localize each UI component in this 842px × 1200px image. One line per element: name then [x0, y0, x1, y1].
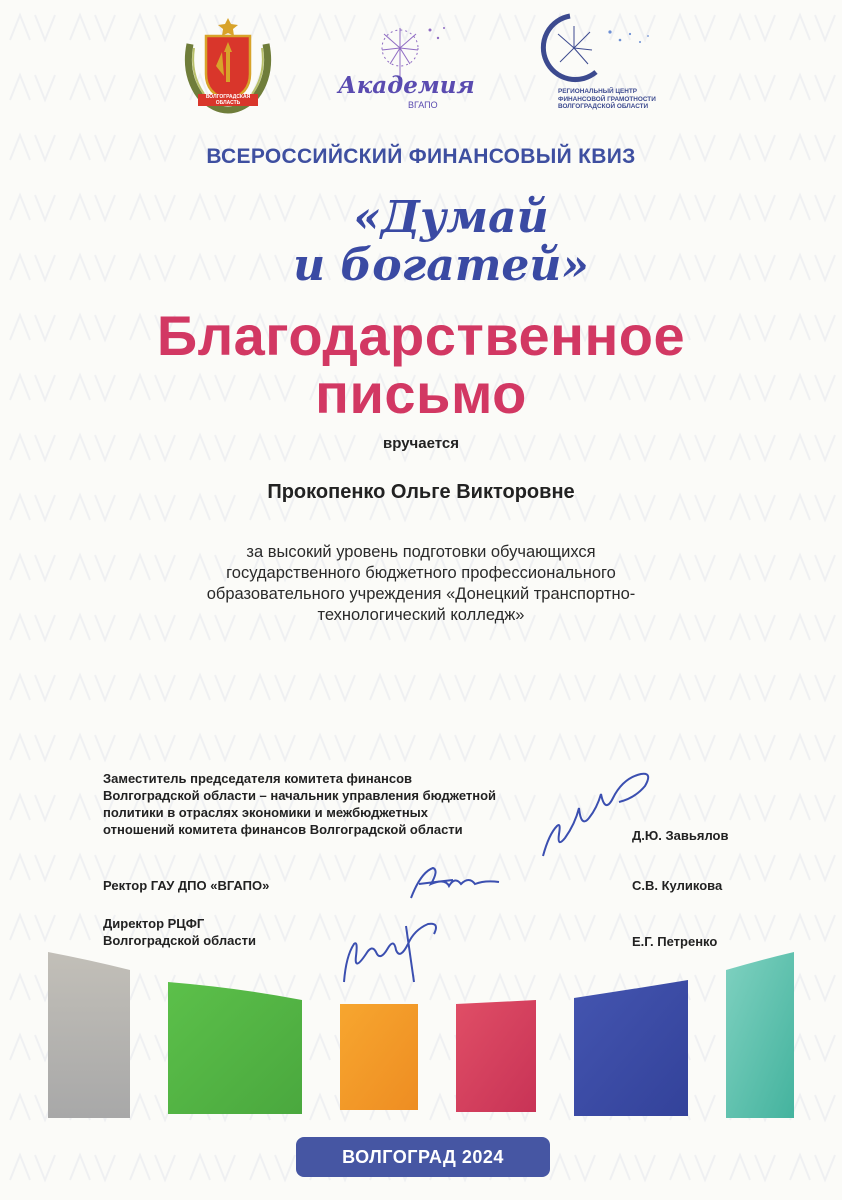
dandelion-circle-icon: [530, 12, 680, 84]
signatory-title-line: Заместитель председателя комитета финансов: [103, 771, 413, 786]
quiz-name-line-2: и богатей»: [293, 240, 589, 291]
document-title-line-1: Благодарственное: [156, 304, 686, 367]
reason-text: [110, 542, 732, 626]
quiz-title: ВСЕРОССИЙСКИЙ ФИНАНСОВЫЙ КВИЗ: [206, 145, 636, 168]
signatory-2-title: [103, 877, 269, 894]
academy-name: Академия: [338, 72, 475, 99]
reason-line: технологический колледж»: [317, 606, 525, 624]
reason-line: государственного бюджетного профессионального: [226, 564, 616, 582]
color-bar: [726, 952, 794, 1118]
color-bar: [48, 952, 130, 1118]
coat-of-arms-logo: [180, 14, 276, 116]
rcfg-logo: [530, 12, 680, 116]
signatory-title-line: Директор РЦФГ: [103, 916, 205, 931]
color-bar: [456, 1000, 536, 1112]
signatory-title-line: политики в отраслях экономики и межбюджетных: [103, 805, 429, 820]
rcfg-line-2: ФИНАНСОВОЙ ГРАМОТНОСТИ: [558, 95, 656, 103]
signature-2-icon: [405, 862, 505, 904]
color-bars: [0, 940, 842, 1120]
signatory-title-line: Волгоградской области – начальник управления бюджетной: [103, 788, 497, 803]
academy-logo: [330, 20, 475, 112]
signatory-1-title: [103, 770, 496, 838]
color-bar: [168, 982, 302, 1114]
rcfg-line-3: ВОЛГОГРАДСКОЙ ОБЛАСТИ: [558, 103, 649, 110]
presented-label: вручается: [383, 435, 459, 452]
signatory-title-line: Волгоградской области: [103, 933, 256, 948]
academy-sub: ВГАПО: [408, 100, 438, 110]
document-title-line-2: письмо: [315, 362, 527, 425]
rcfg-line-1: РЕГИОНАЛЬНЫЙ ЦЕНТР: [558, 88, 638, 95]
signatory-2-name: С.В. Куликова: [632, 878, 723, 893]
color-bar: [340, 1004, 418, 1110]
color-bar: [574, 980, 688, 1116]
reason-line: за высокий уровень подготовки обучающихся: [246, 543, 596, 561]
dandelion-icon: [330, 20, 470, 80]
reason-line: образовательного учреждения «Донецкий транспортно-: [206, 585, 636, 603]
recipient-name: Прокопенко Ольге Викторовне: [267, 481, 575, 503]
signature-1-icon: [535, 768, 675, 864]
footer-city-year: ВОЛГОГРАД 2024: [296, 1137, 550, 1177]
coat-ribbon-text: ВОЛГОГРАДСКАЯ: [205, 94, 251, 100]
coat-ribbon-subtext: ОБЛАСТЬ: [215, 99, 241, 106]
signatory-3-name: Е.Г. Петренко: [632, 934, 718, 949]
signatory-title-line: отношений комитета финансов Волгоградской области: [103, 822, 463, 837]
signatory-title-line: Ректор ГАУ ДПО «ВГАПО»: [103, 878, 270, 893]
signatory-1-name: Д.Ю. Завьялов: [632, 828, 729, 843]
quiz-name-line-1: «Думай: [353, 192, 549, 243]
